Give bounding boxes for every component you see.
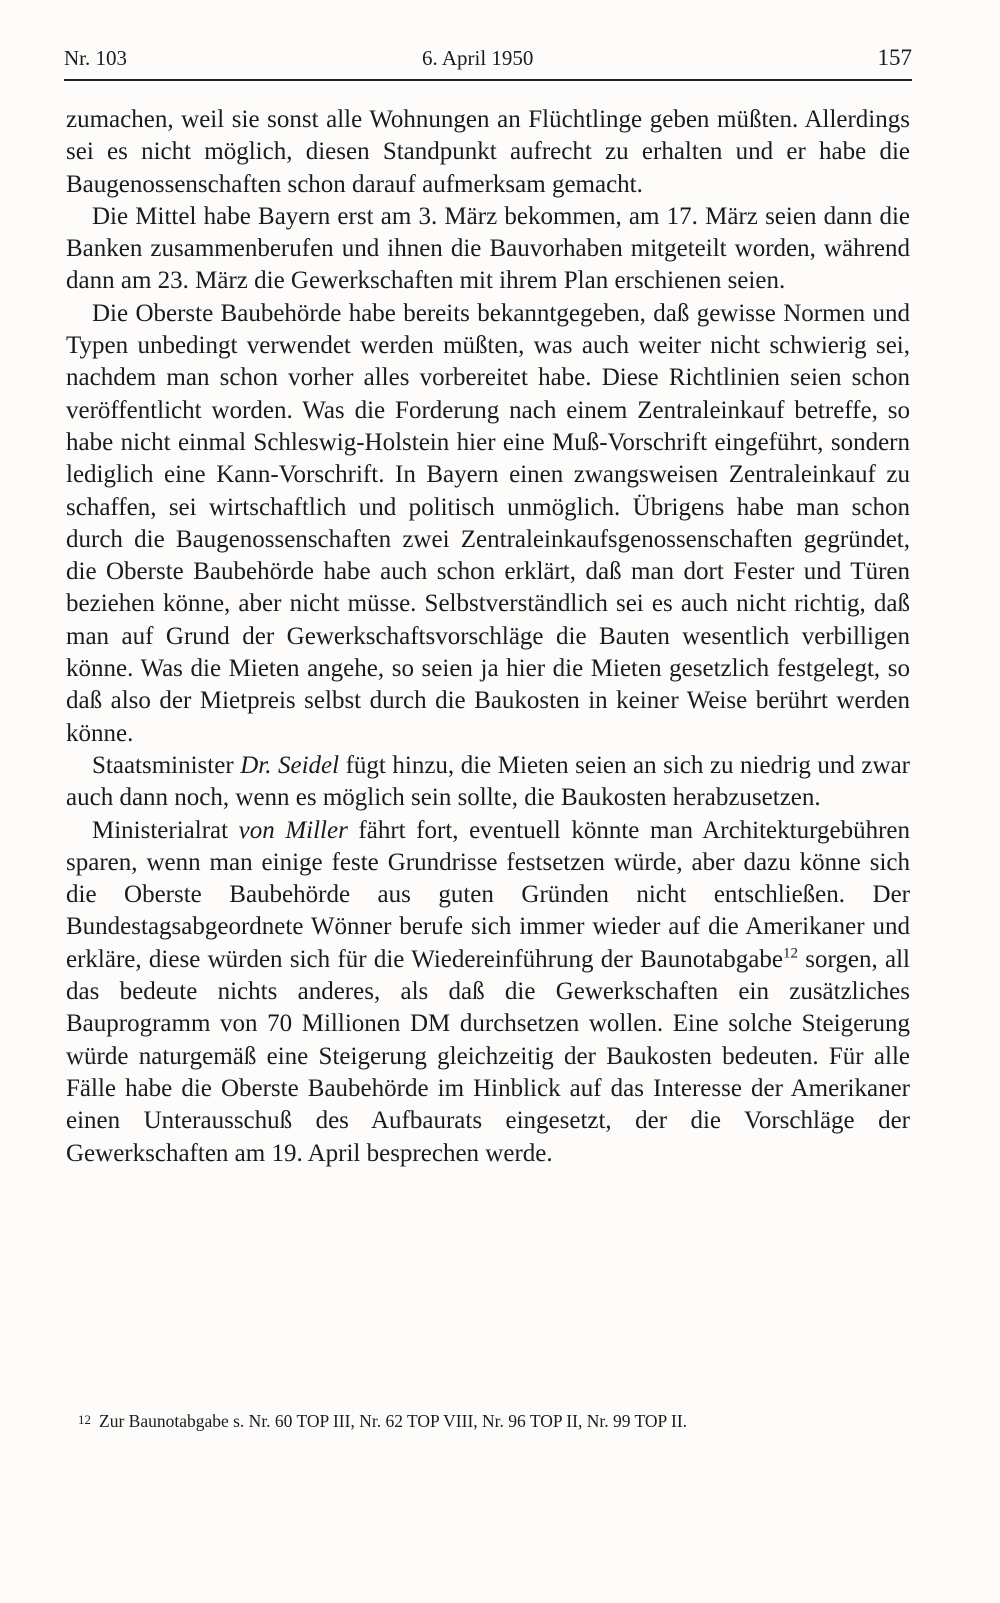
running-head bbox=[64, 40, 912, 76]
paragraph-von-miller-text: fährt fort, eventuell könnte man Architekturgebühren sparen, wenn man einige feste Grundrisse festsetzen würde, aber dazu könne sich die Oberste Baubehörde aus guten Gründen nicht entschließen. Der Bundestagsabgeordnete Wönner berufe sich immer wieder auf die Amerikaner und erkläre, diese würden sich für die Wiedereinführung der Baunotabgabe bbox=[66, 816, 910, 973]
body-text bbox=[66, 104, 910, 1170]
speaker-name-von-miller: von Miller bbox=[238, 816, 348, 844]
footnote-number: 12 bbox=[78, 1412, 91, 1427]
document-date: 6. April 1950 bbox=[422, 46, 534, 70]
paragraph-seidel-lead: Staatsminister bbox=[92, 751, 241, 779]
paragraph-continuation: zumachen, weil sie sonst alle Wohnungen an Flüchtlinge geben müßten. Allerdings sei es nicht möglich, diesen Standpunkt aufrecht zu erhalten und er habe die Baugenossenschaften schon darauf aufmerksam gemacht. bbox=[66, 106, 910, 198]
paragraph-von-miller-rest: sorgen, all das bedeute nichts anderes, als daß die Gewerkschaften ein zusätzliches Bauprogramm von 70 Millionen DM durchsetzen wollen. Eine solche Steigerung würde naturgemäß eine Steigerung gleichzeitig der Baukosten bedeuten. Für alle Fälle habe die Oberste Baubehörde im Hinblick auf das Interesse der Amerikaner einen Unterausschuß des Aufbaurats eingesetzt, der die Vorschläge der Gewerkschaften am 19. April besprechen werde. bbox=[66, 945, 910, 1167]
paragraph-seidel-text: fügt hinzu, die Mieten seien an sich zu niedrig und zwar auch dann noch, wenn es möglich sein sollte, die Baukosten herabzusetzen. bbox=[66, 751, 910, 812]
page-number: 157 bbox=[877, 45, 912, 70]
footnote-text: Zur Baunotabgabe s. Nr. 60 TOP III, Nr. 62 TOP VIII, Nr. 96 TOP II, Nr. 99 TOP II. bbox=[99, 1411, 688, 1431]
header-rule bbox=[64, 79, 912, 81]
speaker-name-seidel: Dr. Seidel bbox=[240, 751, 340, 779]
document-number: Nr. 103 bbox=[64, 46, 127, 70]
paragraph-funding: Die Mittel habe Bayern erst am 3. März bekommen, am 17. März seien dann die Banken zusammenberufen und ihnen die Bauvorhaben mitgeteilt worden, während dann am 23. März die Gewerkschaften mit ihrem Plan erschienen seien. bbox=[66, 202, 910, 295]
paragraph-von-miller bbox=[66, 815, 910, 1170]
paragraph-building-authority: Die Oberste Baubehörde habe bereits bekanntgegeben, daß gewisse Normen und Typen unbedingt verwendet werden müßten, was auch weiter nicht schwierig sei, nachdem man schon vorher alles vorbereitet habe. Diese Richtlinien seien schon veröffentlicht worden. Was die Forderung nach einem Zentraleinkauf betreffe, so habe nicht einmal Schleswig-Holstein hier eine Muß-Vorschrift eingeführt, sondern lediglich eine Kann-Vorschrift. In Bayern einen zwangsweisen Zentraleinkauf zu schaffen, sei wirtschaftlich und politisch unmöglich. Übrigens habe man schon durch die Baugenossenschaften zwei Zentraleinkaufsgenossenschaften gegründet, die Oberste Baubehörde habe auch schon erklärt, daß man dort Fester und Türen beziehen könne, aber nicht müsse. Selbstverständlich sei es auch nicht richtig, daß man auf Grund der Gewerkschaftsvorschläge die Bauten wesentlich verbilligen könne. Was die Mieten angehe, so seien ja hier die Mieten gesetzlich festgelegt, so daß also der Mietpreis selbst durch die Baukosten in keiner Weise berührt werden könne. bbox=[66, 299, 910, 747]
footnote bbox=[78, 1408, 912, 1433]
paragraph-von-miller-lead: Ministerialrat bbox=[92, 816, 239, 844]
paragraph-seidel bbox=[66, 750, 910, 815]
footnote-reference[interactable]: 12 bbox=[782, 945, 798, 962]
